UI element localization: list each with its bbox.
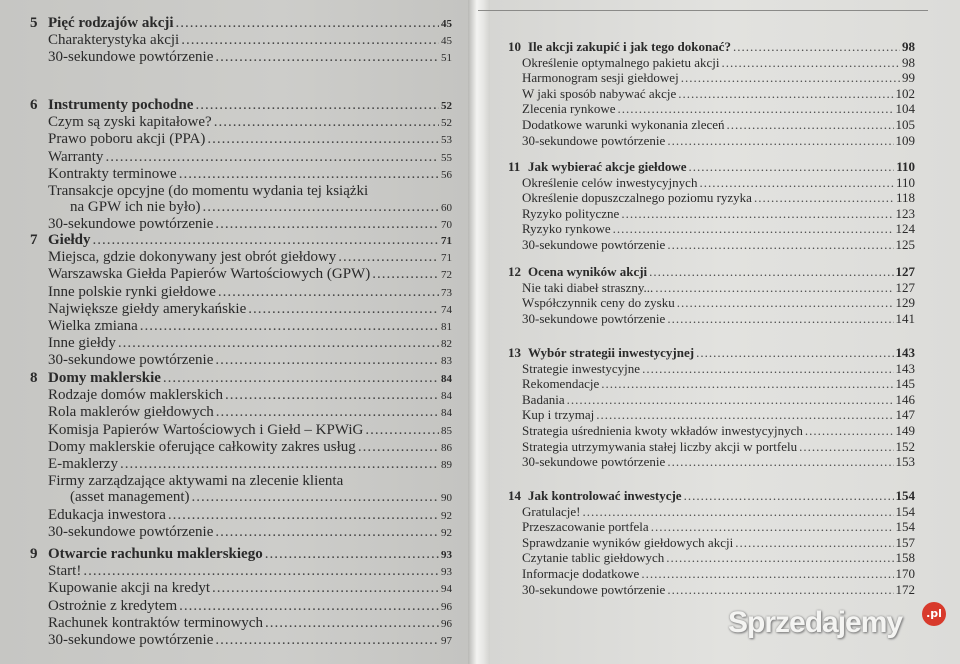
dot-leader [215,352,439,368]
dot-leader [372,266,439,282]
dot-leader [666,550,893,566]
toc-entry [30,49,452,66]
toc-chapter-7 [30,232,452,370]
entry-title: Ostrożnie z kredytem [48,597,178,614]
toc-entry [508,311,915,327]
entry-title: Kontrakty terminowe [48,165,177,182]
page-number: 84 [441,407,452,420]
page-number: 143 [895,360,915,376]
page-number: 70 [441,219,452,232]
page-number: 154 [895,503,915,519]
entry-title: E-maklerzy [48,456,118,473]
page-number: 158 [895,550,915,566]
page-number: 51 [441,52,452,65]
entry-title: na GPW ich nie było) [70,199,201,216]
entry-title: 30-sekundowe powtórzenie [48,632,214,649]
chapter-heading [30,546,452,563]
toc-entry [30,284,452,301]
dot-leader [689,159,895,175]
dot-leader [163,370,439,386]
entry-title: 30-sekundowe powtórzenie [522,310,666,326]
toc-entry [30,456,452,473]
toc-entry [508,439,915,455]
entry-title: Sprawdzanie wyników giełdowych akcji [522,534,734,550]
dot-leader [735,535,893,551]
page-number: 146 [895,391,915,407]
dot-leader [207,131,439,147]
toc-entry [508,519,915,535]
page-number: 92 [441,526,452,539]
dot-leader [667,582,893,598]
page-number: 85 [441,424,452,437]
page-number: 127 [895,264,915,279]
entry-title: Charakterystyka akcji [48,32,180,49]
dot-leader [621,206,893,222]
watermark-logo: Sprzedajemy [728,606,903,639]
page-number: 149 [895,422,915,438]
entry-title: Dodatkowe warunki wykonania zleceń [522,116,725,132]
entry-title: Współczynnik ceny do zysku [522,295,675,311]
page-number: 172 [895,581,915,597]
toc-entry [30,615,452,632]
chapter-number: 6 [30,97,38,113]
entry-title: Kup i trzymaj [522,407,595,423]
page-number: 93 [441,566,452,579]
toc-entry [30,507,452,524]
page-number: 96 [441,600,452,613]
page-number: 72 [441,269,452,282]
toc-entry [508,190,915,206]
header-rule [478,10,928,11]
chapter-heading [30,97,452,114]
entry-title: Rola maklerów giełdowych [48,404,214,421]
toc-entry [508,454,915,470]
dot-leader [192,489,439,505]
dot-leader [696,345,893,361]
toc-entry [508,101,915,117]
toc-entry [30,422,452,439]
page-number: 45 [441,18,452,30]
page-number: 92 [441,509,452,522]
dot-leader [642,361,893,377]
chapter-title: Instrumenty pochodne [48,97,194,113]
toc-entry [508,504,915,520]
toc-entry [508,392,915,408]
toc-chapter-12 [508,264,915,326]
entry-title: Komisja Papierów Wartościowych i Giełd – KPWiG [48,421,364,438]
page-number: 81 [441,321,452,334]
dot-leader [681,70,900,86]
entry-title: Czym są zyski kapitałowe? [48,114,212,131]
dot-leader [215,632,439,648]
page-number: 55 [441,151,452,164]
page-number: 105 [895,116,915,132]
toc-chapter-5 [30,15,452,67]
page-number: 56 [441,168,452,181]
toc-entry [30,318,452,335]
toc-entry [30,249,452,266]
page-number: 98 [902,39,915,54]
page-number: 102 [895,85,915,101]
entry-title: Strategie inwestycyjne [522,360,641,376]
toc-entry [508,566,915,582]
dot-leader [651,519,894,535]
dot-leader [799,439,893,455]
entry-title: Ryzyko rynkowe [522,221,611,237]
entry-title: Nie taki diabeł straszny... [522,279,654,295]
left-page [0,0,468,664]
chapter-title: Pięć rodzajów akcji [48,15,174,31]
chapter-number: 10 [508,39,521,54]
toc-chapter-6 [30,97,452,234]
toc-entry [508,117,915,133]
toc-entry [30,563,452,580]
page-number: 84 [441,373,452,385]
toc-entry [30,489,452,506]
page-number: 96 [441,617,452,630]
chapter-title: Ocena wyników akcji [528,264,648,279]
chapter-title: Wybór strategii inwestycyjnej [528,345,695,360]
entry-title: 30-sekundowe powtórzenie [522,236,666,252]
dot-leader [265,615,439,631]
entry-title: 30-sekundowe powtórzenie [48,216,214,233]
entry-title: Edukacja inwestora [48,506,166,523]
dot-leader [678,86,893,102]
dot-leader [733,39,900,55]
entry-title: Określenie optymalnego pakietu akcji [522,54,720,70]
entry-title: Harmonogram sesji giełdowej [522,70,679,86]
right-page [490,0,960,664]
chapter-number: 8 [30,370,38,386]
dot-leader [601,376,893,392]
chapter-title: Giełdy [48,232,91,248]
entry-title: Rekomendacje [522,376,600,392]
dot-leader [365,422,439,438]
chapter-heading [508,345,915,361]
page-number: 141 [895,310,915,326]
page-number: 84 [441,390,452,403]
toc-entry [30,166,452,183]
toc-chapter-13 [508,345,915,470]
chapter-number: 5 [30,15,38,31]
dot-leader [105,149,439,165]
dot-leader [120,456,439,472]
toc-entry [508,86,915,102]
dot-leader [667,237,893,253]
page-number: 94 [441,583,452,596]
chapter-heading [508,159,915,175]
chapter-heading [30,232,452,249]
chapter-title: Otwarcie rachunku maklerskiego [48,546,263,562]
toc-entry [30,352,452,369]
page-number: 71 [441,252,452,265]
dot-leader [203,199,439,215]
toc-entry [508,237,915,253]
toc-chapter-10 [508,39,915,148]
toc-entry [508,280,915,296]
entry-title: Rodzaje domów maklerskich [48,387,223,404]
dot-leader [265,546,439,562]
entry-title: 30-sekundowe powtórzenie [48,49,214,66]
entry-title: 30-sekundowe powtórzenie [48,523,214,540]
entry-title: Czytanie tablic giełdowych [522,550,665,566]
toc-entry [508,133,915,149]
entry-title: Gratulacje! [522,503,581,519]
entry-title: Miejsca, gdzie dokonywany jest obrót giełdowy [48,249,337,266]
page-number: 82 [441,338,452,351]
dot-leader [641,566,893,582]
entry-title: Wielka zmiana [48,318,138,335]
dot-leader [214,114,439,130]
page-number: 52 [441,117,452,130]
chapter-title: Ile akcji zakupić i jak tego dokonać? [528,39,731,54]
dot-leader [338,249,439,265]
dot-leader [655,280,893,296]
dot-leader [677,295,894,311]
dot-leader [216,404,439,420]
entry-title: Warranty [48,148,104,165]
page-number: 110 [895,174,915,190]
toc-entry [30,183,452,199]
dot-leader [684,488,894,504]
toc-entry [30,632,452,649]
dot-leader [754,190,894,206]
book-gutter [468,0,490,664]
dot-leader [805,423,894,439]
toc-entry [30,266,452,283]
entry-title: Zlecenia rynkowe [522,101,616,117]
chapter-number: 14 [508,488,521,503]
entry-title: Prawo poboru akcji (PPA) [48,131,206,148]
chapter-number: 7 [30,232,38,248]
dot-leader [699,175,894,191]
dot-leader [617,101,893,117]
toc-entry [30,131,452,148]
chapter-heading [30,370,452,387]
page-number: 52 [441,100,452,112]
entry-title: (asset management) [70,489,190,506]
chapter-title: Jak wybierać akcje giełdowe [528,159,687,174]
chapter-heading [508,488,915,504]
toc-entry [508,582,915,598]
chapter-number: 9 [30,546,38,562]
toc-entry [30,301,452,318]
chapter-heading [30,15,452,32]
toc-entry [508,206,915,222]
toc-entry [508,175,915,191]
dot-leader [93,232,439,248]
toc-entry [30,524,452,541]
dot-leader [168,507,439,523]
page-number: 83 [441,355,452,368]
page-number: 157 [895,534,915,550]
toc-entry [508,361,915,377]
page-number: 60 [441,202,452,215]
page-number: 125 [895,236,915,252]
page-number: 97 [441,635,452,648]
entry-title: Rachunek kontraktów terminowych [48,614,263,631]
dot-leader [613,221,894,237]
dot-leader [248,301,439,317]
chapter-title: Domy maklerskie [48,370,161,386]
toc-entry [30,473,452,489]
entry-title: Kupowanie akcji na kredyt [48,580,211,597]
page-number: 143 [895,345,915,360]
dot-leader [176,15,439,31]
page-number: 110 [896,159,915,174]
dot-leader [225,387,439,403]
page-number: 145 [895,376,915,392]
dot-leader [212,580,439,596]
watermark-badge: .pl [922,602,946,626]
toc-entry [30,439,452,456]
toc-entry [30,335,452,352]
toc-entry [508,407,915,423]
dot-leader [358,439,439,455]
dot-leader [582,504,893,520]
dot-leader [83,563,439,579]
chapter-number: 13 [508,345,521,360]
toc-entry [30,387,452,404]
toc-chapter-14 [508,488,915,597]
toc-entry [30,199,452,216]
toc-entry [30,404,452,421]
entry-title: Informacje dodatkowe [522,565,640,581]
toc-entry [508,550,915,566]
toc-entry [508,376,915,392]
dot-leader [215,524,439,540]
page-number: 53 [441,134,452,147]
dot-leader [218,284,439,300]
entry-title: Strategia uśrednienia kwoty wkładów inwestycyjnych [522,422,803,438]
chapter-heading [508,264,915,280]
toc-entry [508,423,915,439]
toc-entry [30,580,452,597]
page-number: 170 [895,565,915,581]
entry-title: Określenie dopuszczalnego poziomu ryzyka [522,190,752,206]
entry-title: 30-sekundowe powtórzenie [522,581,666,597]
entry-title: Strategia utrzymywania stałej liczby akcji w portfelu [522,438,798,454]
entry-title: Ryzyko polityczne [522,205,620,221]
entry-title: Inne giełdy [48,335,116,352]
chapter-number: 11 [508,159,521,174]
chapter-title: Jak kontrolować inwestycje [528,488,682,503]
toc-entry [508,70,915,86]
page-number: 118 [895,190,915,206]
page-number: 74 [441,303,452,316]
page-number: 123 [895,205,915,221]
page-number: 152 [895,438,915,454]
entry-title: W jaki sposób nabywać akcje [522,85,677,101]
toc-entry [30,114,452,131]
entry-title: Określenie celów inwestycyjnych [522,174,698,190]
chapter-number: 12 [508,264,521,279]
toc-chapter-8 [30,370,452,541]
dot-leader [179,166,439,182]
page-number: 86 [441,441,452,454]
chapter-heading [508,39,915,55]
toc-entry [30,149,452,166]
page-number: 154 [895,488,915,503]
entry-title: Badania [522,391,565,407]
dot-leader [727,117,894,133]
dot-leader [667,133,893,149]
dot-leader [195,97,439,113]
dot-leader [215,49,439,65]
page-number: 109 [895,132,915,148]
toc-entry [508,535,915,551]
entry-title: Warszawska Giełda Papierów Wartościowych (GPW) [48,266,371,283]
page-number: 73 [441,286,452,299]
page-number: 93 [441,549,452,561]
dot-leader [118,335,439,351]
toc-chapter-9 [30,546,452,649]
toc-entry [508,55,915,71]
toc-entry [508,221,915,237]
dot-leader [667,311,893,327]
entry-title: Transakcje opcyjne (do momentu wydania tej książki [48,183,369,200]
dot-leader [181,32,439,48]
entry-title: 30-sekundowe powtórzenie [522,132,666,148]
toc-entry [30,32,452,49]
dot-leader [567,392,894,408]
toc-chapter-11 [508,159,915,253]
page-number: 147 [895,407,915,423]
entry-title: Domy maklerskie oferujące całkowity zakres usług [48,438,356,455]
page-number: 45 [441,35,452,48]
entry-title: 30-sekundowe powtórzenie [522,454,666,470]
page-number: 98 [902,54,915,70]
page-number: 129 [895,295,915,311]
page-number: 154 [895,519,915,535]
page-number: 90 [441,492,452,505]
page-number: 124 [895,221,915,237]
entry-title: Przeszacowanie portfela [522,519,649,535]
dot-leader [721,55,900,71]
dot-leader [649,264,893,280]
dot-leader [215,216,439,232]
page-number: 127 [895,279,915,295]
page-number: 99 [902,70,915,86]
toc-entry [30,598,452,615]
entry-title: Firmy zarządzające aktywami na zlecenie klienta [48,473,344,490]
toc-entry [508,295,915,311]
entry-title: Start! [48,563,82,580]
entry-title: Największe giełdy amerykańskie [48,300,247,317]
entry-title: 30-sekundowe powtórzenie [48,352,214,369]
dot-leader [667,454,893,470]
entry-title: Inne polskie rynki giełdowe [48,283,216,300]
dot-leader [596,407,893,423]
page-number: 71 [441,235,452,247]
page-number: 104 [895,101,915,117]
dot-leader [140,318,439,334]
dot-leader [179,598,439,614]
page-number: 89 [441,459,452,472]
page-number: 153 [895,454,915,470]
